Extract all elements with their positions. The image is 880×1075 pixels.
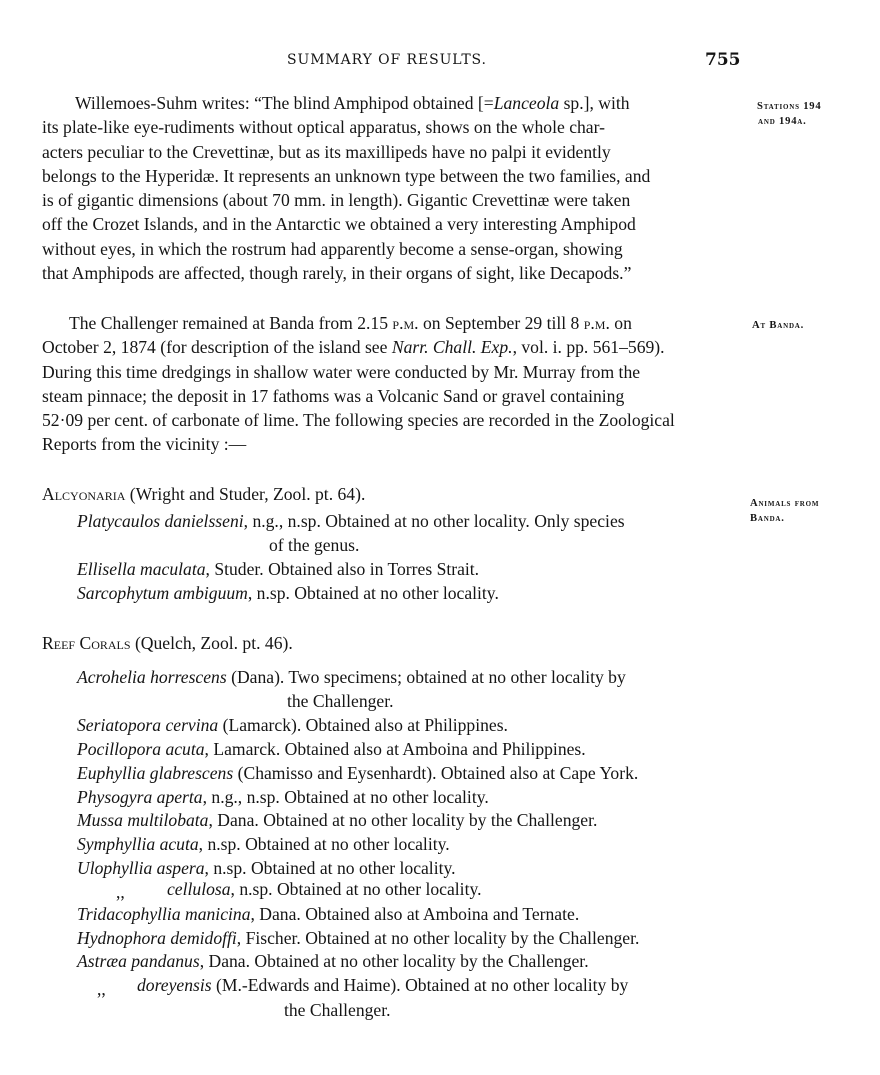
species-name: cellulosa (167, 879, 231, 899)
para2-line: 52·09 per cent. of carbonate of lime. The following species are recorded in the Zoological (42, 410, 675, 431)
sidenote-stations-line2: and 194a. (758, 116, 807, 127)
species-name: Tridacophyllia manicina (77, 904, 251, 924)
sidenote-stations (757, 99, 822, 129)
paragraph-at-banda (42, 311, 737, 457)
sidenote-animals-line1: Animals from (750, 498, 820, 509)
species-name: Ellisella maculata (77, 559, 206, 579)
para1-line: belongs to the Hyperidæ. It represents an unknown type between the two families, and (42, 165, 651, 186)
reference-title: Narr. Chall. Exp. (391, 337, 513, 358)
sidenote-animals (750, 496, 819, 526)
species-name: Seriatopora cervina (77, 715, 219, 735)
para2-line: During this time dredgings in shallow water were conducted by Mr. Murray from the (42, 361, 641, 382)
sidenote-at-banda: At Banda. (752, 320, 805, 331)
species-name: Euphyllia glabrescens (77, 763, 234, 783)
species-entry: Hydnophora demidoffi, Fischer. Obtained at no other locality by the Challenger. (77, 928, 640, 948)
species-entry: doreyensis (M.-Edwards and Haime). Obtained at no other locality by (137, 975, 629, 995)
species-entry: Astræa pandanus, Dana. Obtained at no other locality by the Challenger. (77, 951, 589, 971)
taxon-name: Lanceola (493, 93, 560, 113)
species-name: Ulophyllia aspera (77, 858, 205, 878)
species-name: doreyensis (137, 975, 212, 995)
para2-line: The Challenger remained at Banda from 2.15 p.m. on September 29 till 8 p.m. on (69, 313, 632, 333)
species-name: Physogyra aperta (77, 787, 203, 807)
species-name: Sarcophytum ambiguum (77, 583, 248, 603)
species-entry: Ellisella maculata, Studer. Obtained also in Torres Strait. (77, 559, 480, 579)
ditto-mark: ,, (97, 979, 106, 999)
section-heading-reef-corals: Reef Corals (Quelch, Zool. pt. 46). (42, 633, 293, 653)
species-entry: Tridacophyllia manicina, Dana. Obtained also at Amboina and Ternate. (77, 904, 580, 924)
species-name: Acrohelia horrescens (77, 667, 227, 687)
para1-line: that Amphipods are affected, though rarely, in their organs of sight, like Decapods.” (42, 263, 632, 284)
species-name: Platycaulos danielsseni (77, 511, 244, 531)
species-entry: Symphyllia acuta, n.sp. Obtained at no other locality. (77, 834, 450, 854)
species-entry-continuation: the Challenger. (287, 691, 394, 711)
para1-line: Willemoes-Suhm writes: “The blind Amphipod obtained [=Lanceola sp.], with (75, 93, 630, 113)
species-entry: cellulosa, n.sp. Obtained at no other locality. (167, 879, 482, 899)
species-entry-continuation: the Challenger. (284, 1000, 391, 1020)
species-entry: Ulophyllia aspera, n.sp. Obtained at no other locality. (77, 858, 456, 878)
para1-line: its plate-like eye-rudiments without optical apparatus, shows on the whole char- (42, 117, 605, 138)
species-entry (97, 979, 106, 1000)
species-name: Symphyllia acuta (77, 834, 199, 854)
para1-line: is of gigantic dimensions (about 70 mm. in length). Gigantic Crevettinæ were taken (42, 190, 631, 211)
page-number: 755 (705, 50, 741, 70)
species-entry (116, 882, 125, 903)
species-name: Astræa pandanus (77, 951, 200, 971)
species-entry: Physogyra aperta, n.g., n.sp. Obtained at no other locality. (77, 787, 489, 807)
species-name: Pocillopora acuta (77, 739, 205, 759)
species-entry: Sarcophytum ambiguum, n.sp. Obtained at no other locality. (77, 583, 499, 603)
paragraph-willemoes-suhm (42, 91, 737, 285)
species-name: Hydnophora demidoffi (77, 928, 237, 948)
running-header: SUMMARY OF RESULTS. (287, 52, 487, 68)
species-entry: Euphyllia glabrescens (Chamisso and Eysenhardt). Obtained also at Cape York. (77, 763, 639, 783)
sidenote-stations-line1: Stations 194 (757, 101, 822, 112)
para2-line: October 2, 1874 (for description of the island see Narr. Chall. Exp., vol. i. pp. 561–569). (42, 337, 665, 358)
species-name: Mussa multilobata (77, 810, 209, 830)
species-entry: Mussa multilobata, Dana. Obtained at no other locality by the Challenger. (77, 810, 598, 830)
para2-line: steam pinnace; the deposit in 17 fathoms was a Volcanic Sand or gravel containing (42, 385, 625, 406)
para2-line: Reports from the vicinity :— (42, 434, 247, 455)
species-entry: Platycaulos danielsseni, n.g., n.sp. Obtained at no other locality. Only species (77, 511, 625, 531)
species-entry-continuation: of the genus. (269, 535, 360, 555)
para1-line: off the Crozet Islands, and in the Antarctic we obtained a very interesting Amphipod (42, 214, 636, 235)
species-entry: Pocillopora acuta, Lamarck. Obtained also at Amboina and Philippines. (77, 739, 586, 759)
para1-line: without eyes, in which the rostrum had apparently become a sense-organ, showing (42, 238, 623, 259)
species-entry: Seriatopora cervina (Lamarck). Obtained also at Philippines. (77, 715, 508, 735)
para1-line: acters peculiar to the Crevettinæ, but as its maxillipeds have no palpi it evidently (42, 141, 611, 162)
section-heading-alcyonaria: Alcyonaria (Wright and Studer, Zool. pt. 64). (42, 484, 366, 504)
species-entry: Acrohelia horrescens (Dana). Two specimens; obtained at no other locality by (77, 667, 626, 687)
sidenote-animals-line2: Banda. (750, 513, 785, 524)
ditto-mark: ,, (116, 882, 125, 902)
